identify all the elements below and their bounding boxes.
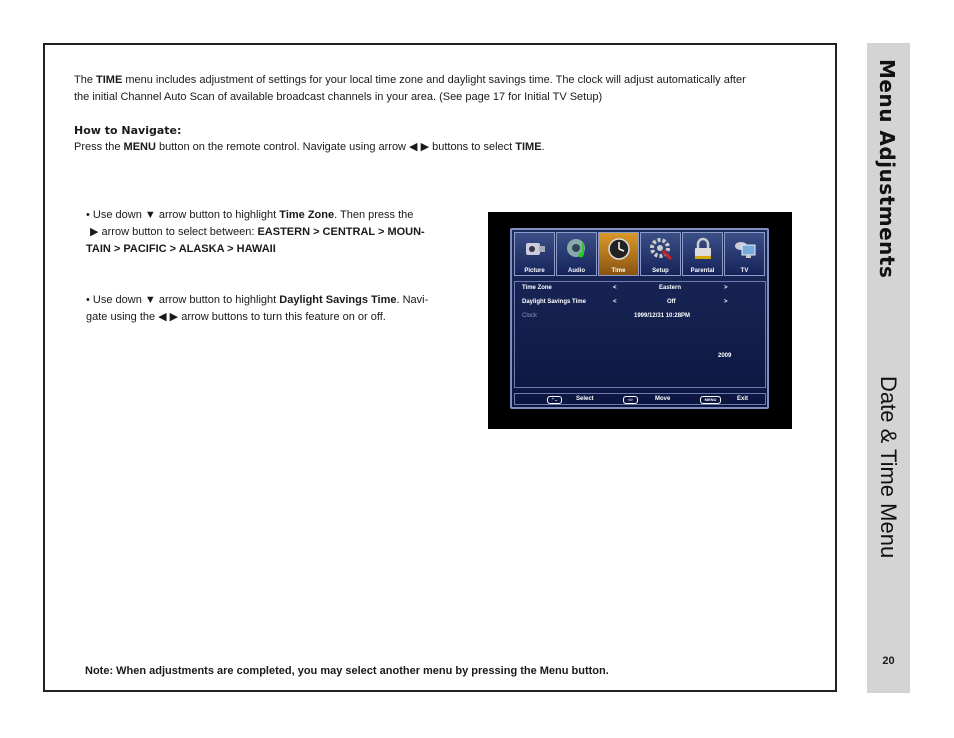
row-clock-value: 1999/12/31 10:28PM xyxy=(634,313,691,319)
row-time-zone-left-arrow: < xyxy=(613,285,617,291)
footer-exit-label: Exit xyxy=(737,396,749,402)
row-time-zone-value: Eastern xyxy=(659,285,682,291)
osd-year: 2009 xyxy=(718,353,732,359)
intro-paragraph: The TIME menu includes adjustment of settings for your local time zone and daylight savings time. The clock will adjust automatically after the initial Channel Auto Scan of available broadcast channels in your area. (See page 17 for Initial TV Setup) xyxy=(74,74,746,103)
note-text: Note: When adjustments are completed, you may select another menu by pressing the Menu button. xyxy=(85,665,609,677)
page-number: 20 xyxy=(882,655,895,667)
tab-setup: Setup xyxy=(640,232,681,276)
lock-icon xyxy=(691,237,715,261)
sidebar-tab xyxy=(867,43,910,693)
row-dst-right-arrow: > xyxy=(724,299,728,305)
section-title: Menu Adjustments xyxy=(875,59,899,279)
osd-settings-panel xyxy=(514,281,766,388)
gear-icon xyxy=(649,237,673,261)
row-dst-value: Off xyxy=(667,299,676,305)
music-icon xyxy=(565,237,589,261)
tab-time: Time xyxy=(598,232,639,276)
footer-move-label: Move xyxy=(655,396,671,402)
left-right-button-icon: <> xyxy=(623,396,638,404)
page-subtitle: Date & Time Menu xyxy=(876,376,901,559)
osd-menu xyxy=(510,228,769,409)
menu-button-icon: MENU xyxy=(700,396,721,404)
osd-tab-bar xyxy=(514,232,766,276)
footer-select-label: Select xyxy=(576,396,594,402)
camera-icon xyxy=(523,237,547,261)
bullet-daylight-savings: • Use down ▼ arrow button to highlight Daylight Savings Time. Navi- gate using the ◀ ▶ arrow buttons to turn this feature on or off. xyxy=(86,294,429,323)
osd-footer xyxy=(514,393,766,405)
row-dst-left-arrow: < xyxy=(613,299,617,305)
bullet-time-zone: • Use down ▼ arrow button to highlight Time Zone. Then press the ▶ arrow button to select between: EASTERN > CENTRAL > MOUN- TAIN > PACIFIC > ALASKA > HAWAII xyxy=(86,209,425,255)
tab-parental: Parental xyxy=(682,232,723,276)
tab-audio: Audio xyxy=(556,232,597,276)
tv-icon xyxy=(733,237,757,261)
navigate-section: How to Navigate: Press the MENU button on the remote control. Navigate using arrow ◀ ▶ buttons to select TIME. xyxy=(74,124,545,153)
row-clock-label: Clock xyxy=(522,313,538,319)
navigate-heading: How to Navigate: xyxy=(74,124,182,137)
row-time-zone-right-arrow: > xyxy=(724,285,728,291)
tab-tv: TV xyxy=(724,232,765,276)
tv-menu-screenshot xyxy=(488,212,792,429)
tab-picture: Picture xyxy=(514,232,555,276)
up-down-button-icon: ⌃⌄ xyxy=(547,396,562,404)
row-time-zone-label: Time Zone xyxy=(522,285,552,291)
row-dst-label: Daylight Savings Time xyxy=(522,299,586,305)
clock-icon xyxy=(607,237,631,261)
